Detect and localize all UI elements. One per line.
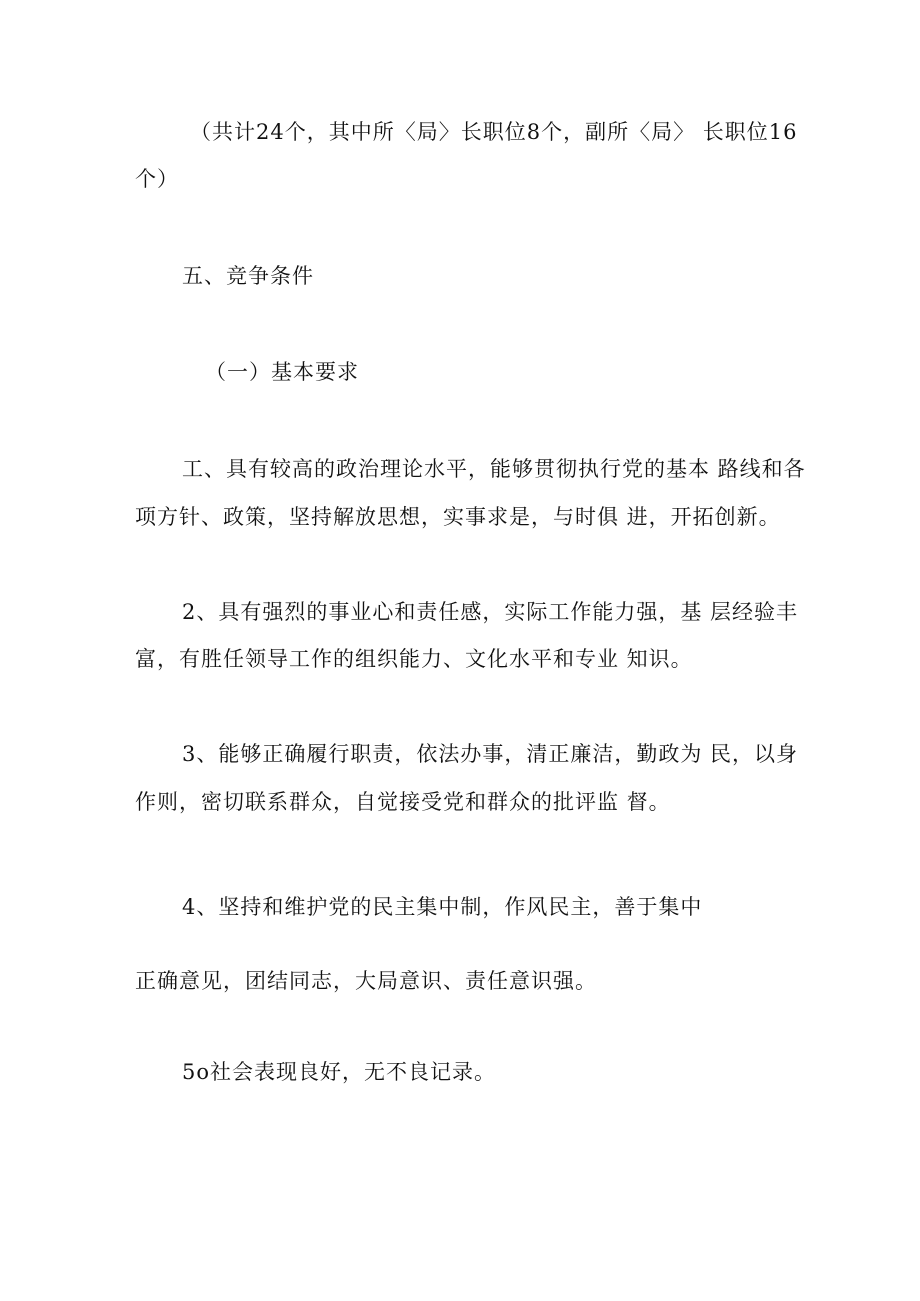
- requirement-2-line-2: 富，有胜任领导工作的组织能力、文化水平和专业 知识。: [135, 647, 693, 671]
- requirement-4-line-1: 4、坚持和维护党的民主集中制，作风民主，善于集中: [182, 895, 703, 919]
- section-heading: 五、竞争条件: [182, 264, 314, 288]
- requirement-3-line-2: 作则，密切联系群众，自觉接受党和群众的批评监 督。: [135, 790, 671, 814]
- summary-line-1: （共计24个，其中所〈局〉长职位8个，副所〈局〉 长职位16: [190, 120, 798, 144]
- requirement-5-line-1: 5o社会表现良好，无不良记录。: [182, 1060, 497, 1084]
- requirement-2-line-1: 2、具有强烈的事业心和责任感，实际工作能力强，基 层经验丰: [182, 600, 799, 624]
- requirement-1-line-2: 项方针、政策，坚持解放思想，实事求是，与时俱 进，开拓创新。: [135, 505, 781, 529]
- subsection-heading: （一）基本要求: [205, 360, 359, 384]
- requirement-4-line-2: 正确意见，团结同志，大局意识、责任意识强。: [135, 969, 597, 993]
- requirement-3-line-1: 3、能够正确履行职责，依法办事，清正廉洁，勤政为 民，以身: [182, 742, 799, 766]
- requirement-1-line-1: 工、具有较高的政治理论水平，能够贯彻执行党的基本 路线和各: [182, 457, 806, 481]
- summary-line-2: 个）: [135, 167, 179, 191]
